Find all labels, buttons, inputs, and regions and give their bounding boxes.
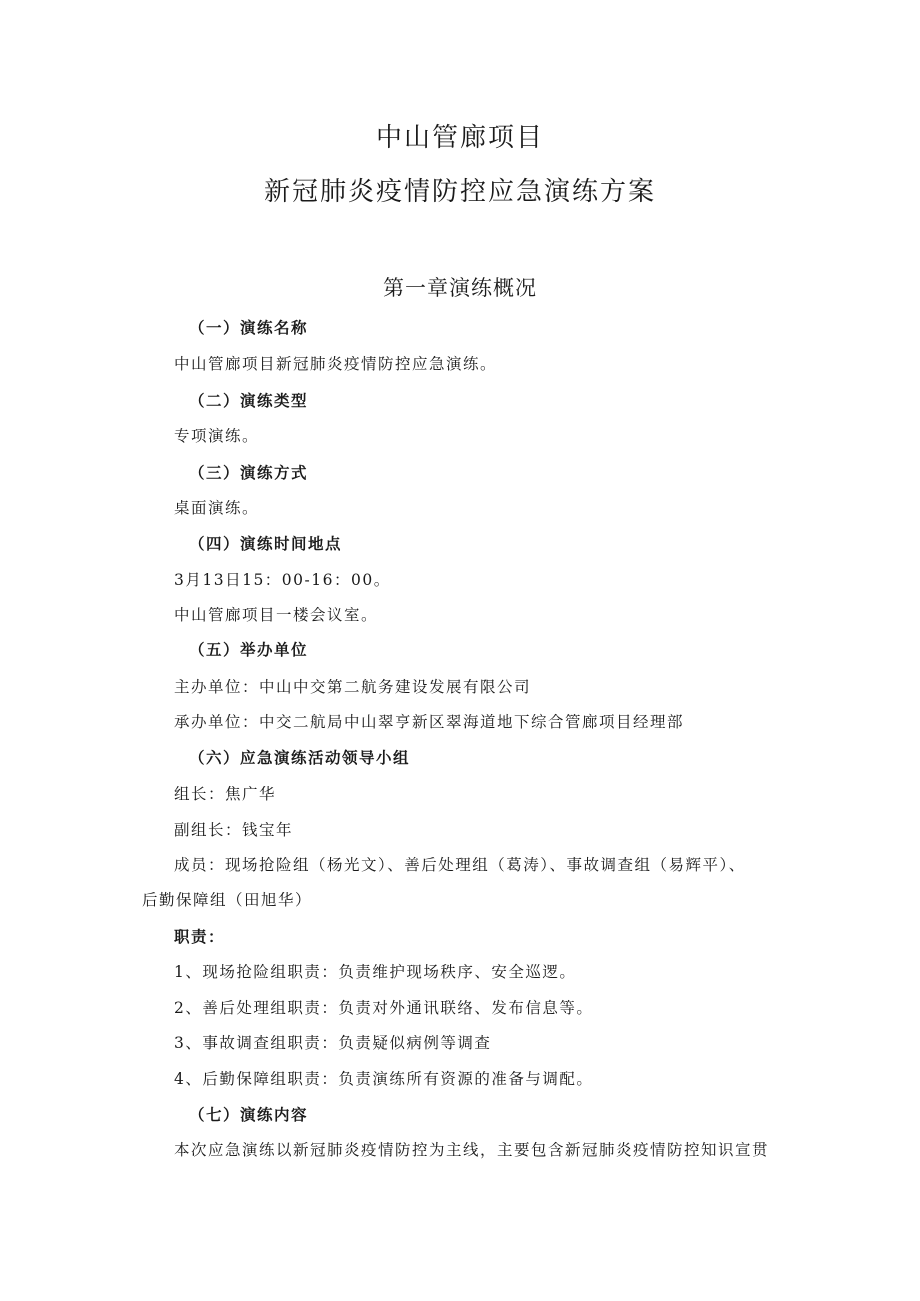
section-heading-drill-mode: （三）演练方式 [189, 463, 309, 482]
paragraph-line: 成员：现场抢险组（杨光文）、善后处理组（葛涛）、事故调查组（易辉平）、 [174, 856, 746, 874]
paragraph-line: 组长：焦广华 [174, 785, 277, 803]
paragraph-line: 副组长：钱宝年 [174, 821, 294, 839]
paragraph-line: 后勤保障组（田旭华） [142, 891, 313, 909]
section-heading-organizer: （五）举办单位 [189, 640, 309, 659]
list-item: 3、事故调查组职责：负责疑似病例等调查 [174, 1034, 492, 1052]
document-title-line-1: 中山管廊项目 [375, 123, 544, 153]
responsibilities-label: 职责： [174, 927, 226, 946]
section-heading-time-place: （四）演练时间地点 [189, 534, 343, 553]
list-item: 1、现场抢险组职责：负责维护现场秩序、安全巡逻。 [174, 963, 577, 981]
list-item: 2、善后处理组职责：负责对外通讯联络、发布信息等。 [174, 999, 594, 1017]
paragraph-line: 中山管廊项目新冠肺炎疫情防控应急演练。 [174, 355, 498, 373]
section-heading-drill-type: （二）演练类型 [189, 391, 309, 410]
paragraph-line: 3月13日15：00-16：00。 [174, 571, 391, 589]
paragraph-line: 本次应急演练以新冠肺炎疫情防控为主线，主要包含新冠肺炎疫情防控知识宣贯 [174, 1141, 770, 1159]
paragraph-line: 承办单位：中交二航局中山翠亨新区翠海道地下综合管廊项目经理部 [174, 713, 685, 731]
paragraph-line: 主办单位：中山中交第二航务建设发展有限公司 [174, 678, 532, 696]
paragraph-line: 中山管廊项目一楼会议室。 [174, 606, 379, 624]
paragraph-line: 桌面演练。 [174, 499, 260, 517]
section-heading-drill-content: （七）演练内容 [189, 1105, 309, 1124]
document-title-line-2: 新冠肺炎疫情防控应急演练方案 [263, 177, 656, 207]
section-heading-drill-name: （一）演练名称 [189, 318, 309, 337]
chapter-heading: 第一章演练概况 [383, 276, 537, 300]
section-heading-leadership-group: （六）应急演练活动领导小组 [189, 748, 411, 767]
paragraph-line: 专项演练。 [174, 427, 260, 445]
list-item: 4、后勤保障组职责：负责演练所有资源的准备与调配。 [174, 1070, 594, 1088]
